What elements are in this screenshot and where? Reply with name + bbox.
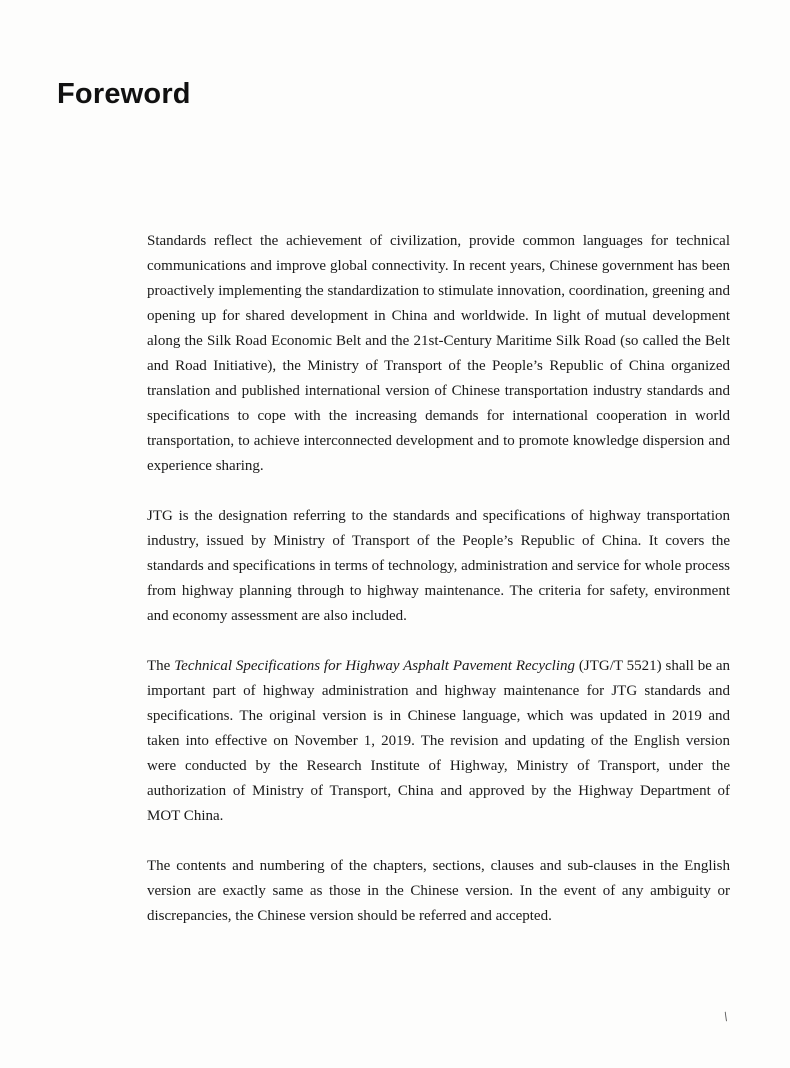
foreword-body bbox=[147, 229, 730, 954]
paragraph-contents-numbering: The contents and numbering of the chapters, sections, clauses and sub-clauses in the English version are exactly same as those in the Chinese version. In the event of any ambiguity or discrepancies, the Chinese version should be referred and accepted. bbox=[147, 858, 730, 924]
paragraph-suffix: (JTG/T 5521) shall be an important part of highway administration and highway maintenance for JTG standards and specifications. The original version is in Chinese language, which was updated in 2019 and taken into effective on November 1, 2019. The revision and updating of the English version were conducted by the Research Institute of Highway, Ministry of Transport, under the authorization of Ministry of Transport, China and approved by the Highway Department of MOT China. bbox=[147, 658, 730, 824]
paragraph-technical-specifications bbox=[147, 654, 730, 829]
page-title: Foreword bbox=[57, 78, 191, 110]
specification-title: Technical Specifications for Highway Asphalt Pavement Recycling bbox=[174, 658, 575, 674]
page-mark: / bbox=[721, 1009, 731, 1024]
paragraph-prefix: The bbox=[147, 658, 175, 674]
paragraph-jtg: JTG is the designation referring to the standards and specifications of highway transportation industry, issued by Ministry of Transport of the People’s Republic of China. It covers the standards and specifications in terms of technology, administration and service for whole process from highway planning through to highway maintenance. The criteria for safety, environment and economy assessment are also included. bbox=[147, 508, 730, 624]
paragraph-standards: Standards reflect the achievement of civilization, provide common languages for technical communications and improve global connectivity. In recent years, Chinese government has been proactively implementing the standardization to stimulate innovation, coordination, greening and opening up for shared development in China and worldwide. In light of mutual development along the Silk Road Economic Belt and the 21st-Century Maritime Silk Road (so called the Belt and Road Initiative), the Ministry of Transport of the People’s Republic of China organized translation and published international version of Chinese transportation industry standards and specifications to cope with the increasing demands for international cooperation in world transportation, to achieve interconnected development and to promote knowledge dispersion and experience sharing. bbox=[147, 233, 730, 474]
